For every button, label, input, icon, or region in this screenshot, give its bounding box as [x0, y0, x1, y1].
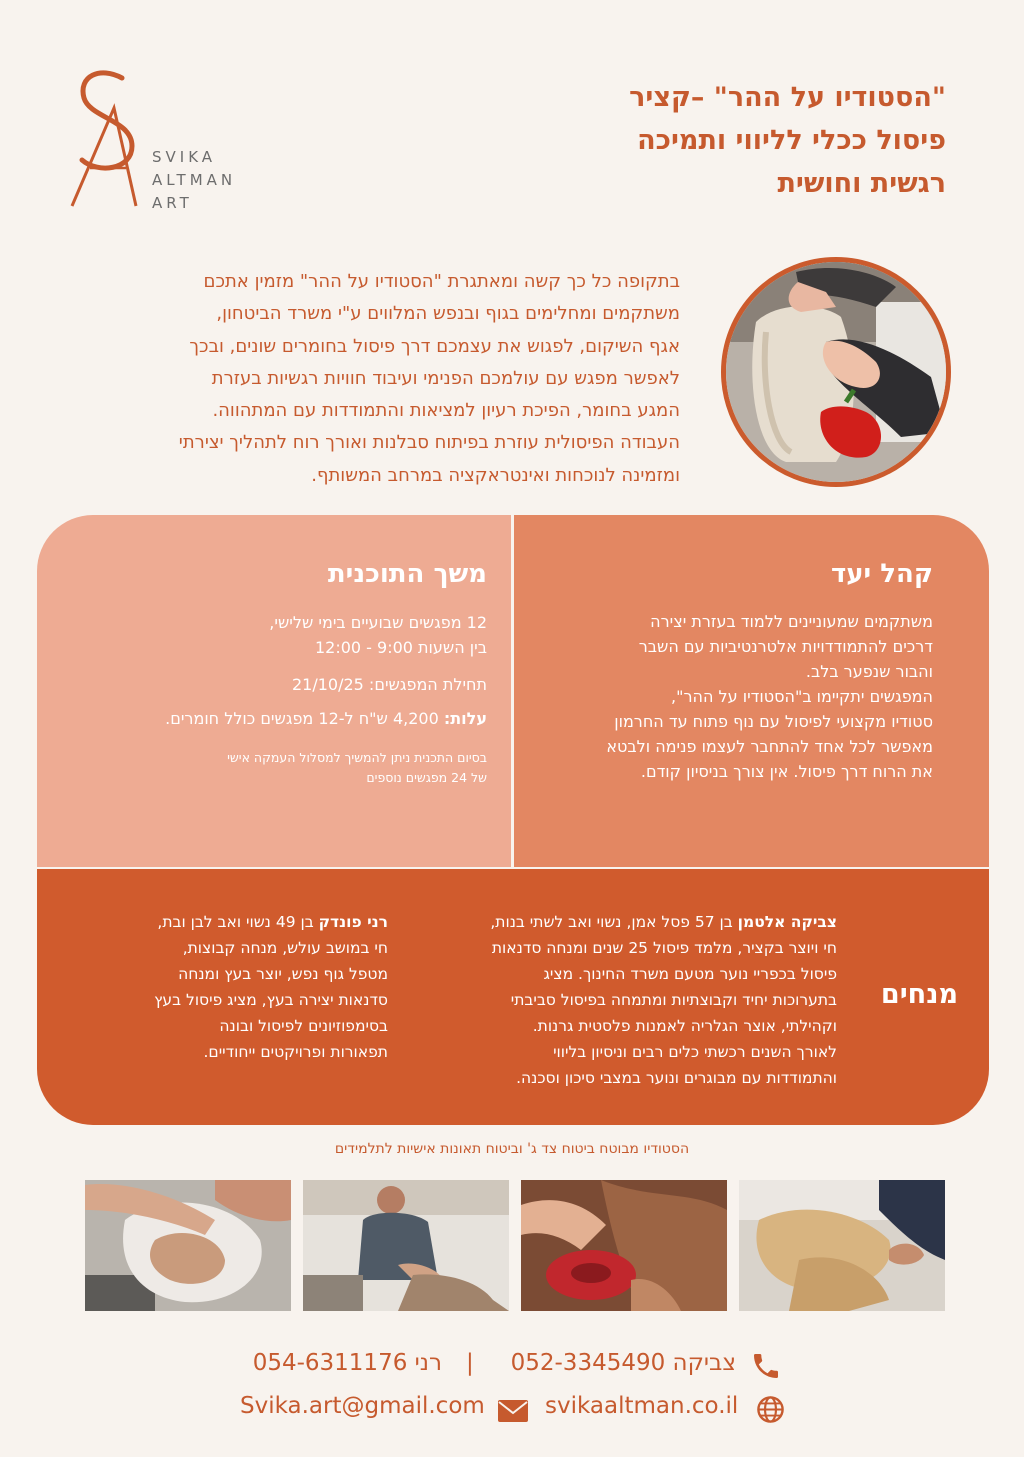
- svika-first-text: בן 57 פסל אמן, נשוי ואב לשתי בנות,: [490, 913, 738, 931]
- email-link[interactable]: Svika.art@gmail.com: [240, 1393, 485, 1419]
- audience-line: דרכים להתמודדויות אלטרנטיביות עם השבר: [638, 637, 933, 656]
- roni-first-text: בן 49 נשוי ואב לבן ובת,: [157, 913, 319, 931]
- svika-line: לאורך השנים רכשתי כלים רבים וניסיון בליווי: [553, 1043, 837, 1061]
- mail-icon: [497, 1398, 529, 1428]
- globe-icon: [756, 1395, 785, 1428]
- title-line-3: רגשית וחושית: [777, 168, 946, 199]
- globe-icon-svg: [756, 1395, 785, 1424]
- intro-line: העבודה הפיסולית עוזרת בפיתוח סבלנות ואורך רוח לתהליך יצירתי: [178, 432, 680, 454]
- info-panels: [37, 515, 989, 1125]
- program-duration-box: [37, 515, 511, 867]
- duration-cost: [165, 709, 487, 728]
- shaping-leaves-illustration: [739, 1180, 945, 1311]
- intro-line: בתקופה כל כך קשה ומאתגרת "הסטודיו על ההר" מזמין אתכם: [203, 271, 680, 292]
- audience-line: המפגשים יתקיימו ב"הסטודיו על ההר",: [671, 687, 933, 706]
- guides-title: מנחים: [880, 979, 958, 1010]
- logo-word-1: SVIKA: [152, 148, 217, 166]
- mail-icon-svg: [497, 1398, 529, 1424]
- intro-line: אגף השיקום, לפגוש את עצמכם דרך פיסול בחומרים שונים, ובכך: [189, 335, 680, 357]
- title-line-1: "הסטודיו על ההר" –קציר: [629, 82, 946, 113]
- phone-separator: |: [466, 1350, 474, 1376]
- svika-line-first: [490, 909, 837, 935]
- intro-line: ומזמינה לנוכחות ואינטראקציה במרחב המשותף.: [311, 464, 680, 486]
- intro-line: לאפשר מפגש עם עולמכם הפנימי ועיבוד חוויות רגשיות בעזרת: [211, 367, 680, 389]
- phone-icon-svg: [750, 1350, 782, 1382]
- phone-icon: [750, 1350, 782, 1386]
- audience-line: והבור שנפער בלב.: [805, 662, 933, 681]
- duration-line-2: בין השעות 9:00 - 12:00: [314, 638, 487, 657]
- svika-line: והתמודדות עם מבוגרים ונוער במצבי סיכון וסכנה.: [516, 1069, 837, 1087]
- svika-line: וקהילתי, אוצר הגלריה לאמנות פלסטית גרנות.: [532, 1017, 837, 1035]
- intro-paragraph: [84, 266, 680, 492]
- audience-title: קהל יעד: [830, 559, 933, 589]
- photo-sanding-wood: [521, 1180, 727, 1311]
- stone-sculpture-illustration: [726, 262, 946, 482]
- title-line-2: פיסול ככלי לליווי ותמיכה: [637, 125, 946, 156]
- duration-line-1: 12 מפגשים שבועיים בימי שלישי,: [269, 613, 487, 632]
- svika-line: בתערוכות יחיד וקבוצתיות ומתמחה בפיסול סביבתי: [510, 991, 837, 1009]
- photo-clay-leaf: [85, 1180, 291, 1311]
- svika-name: צביקה אלטמן: [737, 913, 837, 931]
- roni-line: תפאורות ופרויקטים ייחודיים.: [203, 1043, 388, 1061]
- guides-box: [37, 869, 989, 1125]
- cost-text: 4,200 ש"ח ל-12 מפגשים כולל חומרים.: [165, 709, 444, 728]
- roni-line: בסימפוזיונים לפיסול ובונה: [219, 1017, 388, 1035]
- photo-shaping-leaves: [739, 1180, 945, 1311]
- audience-line: סטודיו מקצועי לפיסול עם נוף פתוח עד החרמון: [614, 712, 933, 731]
- page-title: [406, 76, 946, 205]
- roni-line: סדנאות יצירה בעץ, מציג פיסול בעץ: [154, 991, 388, 1009]
- audience-text: [606, 609, 933, 784]
- roni-line-first: [154, 909, 388, 935]
- svika-line: חי ויוצר בקציר, מלמד פיסול 25 שנים ומנחה סדנאות: [491, 939, 837, 957]
- roni-line: מטפל גוף נפש, יוצר בעץ ומנחה: [178, 965, 388, 983]
- guide-roni-bio: [154, 909, 388, 1065]
- logo-word-2: ALTMAN: [152, 171, 237, 189]
- clay-leaf-illustration: [85, 1180, 291, 1311]
- duration-title: משך התוכנית: [327, 559, 487, 589]
- audience-line: משתקמים שמעוניינים ללמוד בעזרת יצירה: [650, 612, 933, 631]
- svika-line: פיסול בכפריי נוער מטעם משרד החינוך. מציג: [543, 965, 837, 983]
- sculpting-photo-circle: [721, 257, 951, 487]
- cost-label: עלות:: [443, 709, 487, 728]
- target-audience-box: [514, 515, 989, 867]
- intro-line: המגע בחומר, הפיכת רעיון למציאות והתמודדות עם המתהווה.: [212, 400, 680, 422]
- duration-note: [227, 748, 487, 788]
- duration-start-date: תחילת המפגשים: 21/10/25: [291, 675, 487, 694]
- guide-svika-bio: [490, 909, 837, 1091]
- note-line-1: בסיום התכנית ניתן להמשיך למסלול העמקה אישי: [227, 750, 487, 765]
- note-line-2: של 24 מפגשים נוספים: [366, 770, 487, 785]
- sanding-wood-illustration: [521, 1180, 727, 1311]
- logo-wordmark: [152, 146, 262, 215]
- roni-name: רני פונדק: [318, 913, 388, 931]
- phone-svika[interactable]: צביקה 052-3345490: [510, 1350, 736, 1376]
- insurance-note: הסטודיו מבוטח ביטוח צד ג' וביטוח תאונות אישיות לתלמידים: [334, 1141, 690, 1157]
- logo-word-3: ART: [152, 194, 193, 212]
- audience-line: מאפשר לכל אחד להתחבר לעצמו פנימה ולבטא: [606, 737, 933, 756]
- wood-carving-illustration: [303, 1180, 509, 1311]
- photo-wood-carving: [303, 1180, 509, 1311]
- audience-line: את הרוח דרך פיסול. אין צורך בניסיון קודם.: [640, 762, 933, 781]
- phone-roni[interactable]: רני 054-6311176: [252, 1350, 442, 1376]
- roni-line: חי במושב עולש, מנחה קבוצות,: [182, 939, 388, 957]
- duration-schedule: [269, 610, 487, 660]
- intro-line: משתקמים ומחלימים בגוף ובנפש המלווים ע"י משרד הביטחון,: [216, 303, 680, 325]
- website-link[interactable]: svikaaltman.co.il: [545, 1393, 739, 1419]
